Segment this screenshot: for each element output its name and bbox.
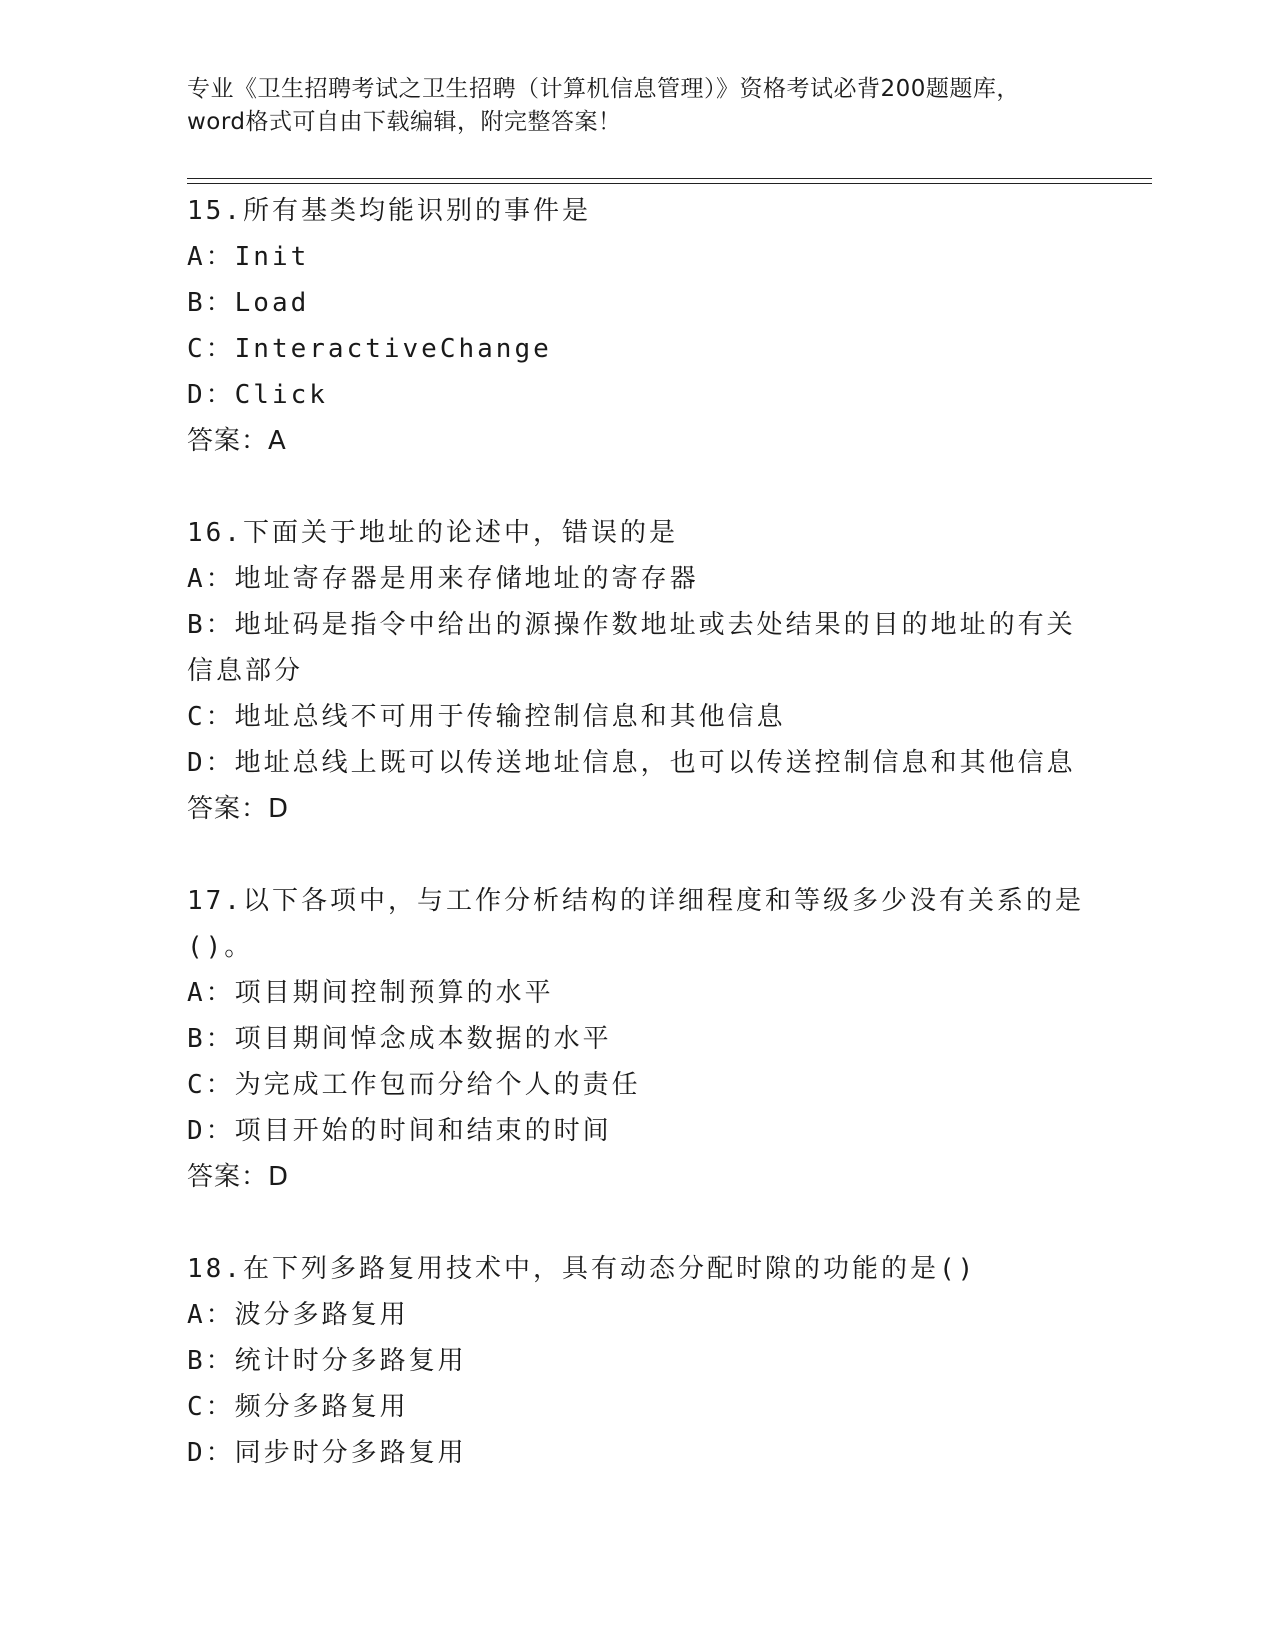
option-b: B：统计时分多路复用 <box>187 1346 467 1376</box>
header-divider-top <box>187 178 1152 179</box>
document-header <box>187 73 1087 139</box>
question-stem: 16.下面关于地址的论述中，错误的是 <box>187 518 678 548</box>
header-title-line-1: 专业《卫生招聘考试之卫生招聘（计算机信息管理）》资格考试必背200题题库， <box>187 76 1020 102</box>
option-a: A：Init <box>187 242 310 272</box>
option-c: C：InteractiveChange <box>187 334 552 364</box>
question-stem-continuation: ()。 <box>187 932 254 962</box>
question-stem: 15.所有基类均能识别的事件是 <box>187 196 591 226</box>
option-a: A：波分多路复用 <box>187 1300 409 1330</box>
option-b: B：Load <box>187 288 310 318</box>
question-stem: 18.在下列多路复用技术中，具有动态分配时隙的功能的是() <box>187 1254 977 1284</box>
question-list <box>187 188 1087 1476</box>
option-d: D：地址总线上既可以传送地址信息，也可以传送控制信息和其他信息 <box>187 748 1076 778</box>
option-d: D：Click <box>187 380 328 410</box>
option-a: A：项目期间控制预算的水平 <box>187 978 554 1008</box>
option-b: B：地址码是指令中给出的源操作数地址或去处结果的目的地址的有关 <box>187 610 1076 640</box>
option-d: D：同步时分多路复用 <box>187 1438 467 1468</box>
option-b: B：项目期间悼念成本数据的水平 <box>187 1024 612 1054</box>
option-b-continuation: 信息部分 <box>187 656 304 686</box>
answer-text: 答案：D <box>187 794 290 824</box>
question-stem: 17.以下各项中，与工作分析结构的详细程度和等级多少没有关系的是 <box>187 886 1084 916</box>
question-spacer <box>187 464 1087 510</box>
question-block <box>187 188 1087 464</box>
question-block <box>187 878 1087 1200</box>
option-c: C：地址总线不可用于传输控制信息和其他信息 <box>187 702 786 732</box>
option-c: C：频分多路复用 <box>187 1392 409 1422</box>
answer-text: 答案：A <box>187 426 287 456</box>
answer-text: 答案：D <box>187 1162 290 1192</box>
question-block <box>187 1246 1087 1476</box>
header-title-line-2: word格式可自由下载编辑，附完整答案！ <box>187 109 622 135</box>
question-block <box>187 510 1087 832</box>
option-a: A：地址寄存器是用来存储地址的寄存器 <box>187 564 699 594</box>
option-c: C：为完成工作包而分给个人的责任 <box>187 1070 641 1100</box>
question-spacer <box>187 832 1087 878</box>
header-divider-bottom <box>187 183 1152 184</box>
option-d: D：项目开始的时间和结束的时间 <box>187 1116 612 1146</box>
question-spacer <box>187 1200 1087 1246</box>
